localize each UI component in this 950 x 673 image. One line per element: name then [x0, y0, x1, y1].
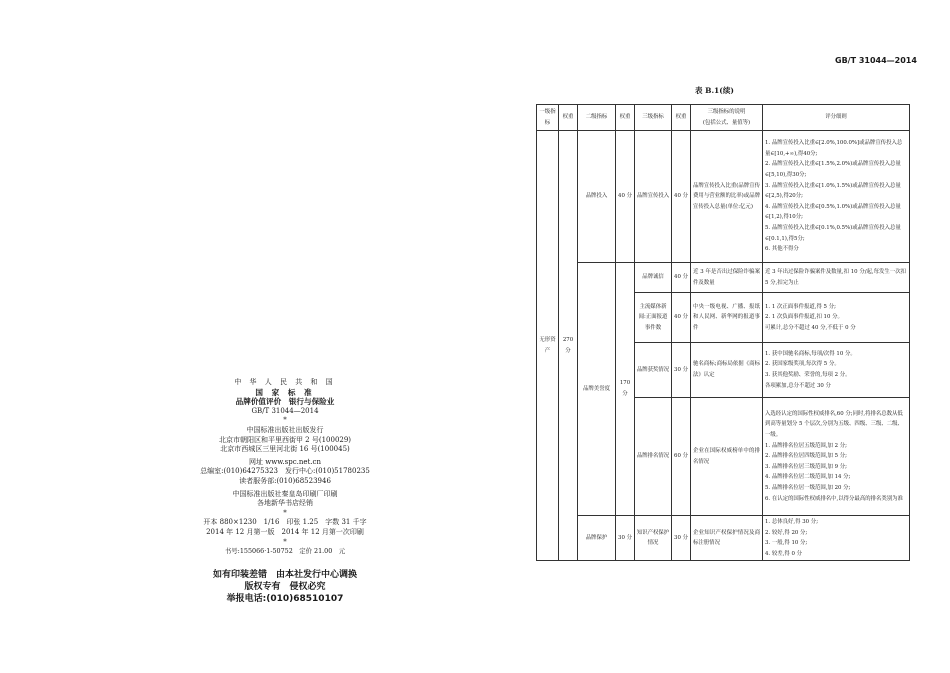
l3-name: 主流媒体新闻:正面报道事件数: [635, 293, 672, 343]
colophon-address-2: 北京市西城区三里河北街 16 号(100045): [220, 445, 350, 454]
colophon-printer: 中国标准出版社秦皇岛印刷厂印刷: [232, 489, 338, 498]
rules-cell: [763, 293, 910, 343]
l3-weight: 30 分: [672, 343, 691, 398]
rule-line: 2. 1 次负面事件报道,扣 10 分。: [765, 314, 843, 321]
l1-weight: 270 分: [559, 131, 578, 561]
table-row: [537, 131, 910, 263]
l3-desc: 驰名商标;商标局依据《商标法》认定: [691, 343, 763, 398]
rule-line: 4. 品牌宣传投入比重∈[0.5%,1.0%)或品牌宣传投入总量∈[1,2),得10分;: [765, 203, 901, 221]
colophon-notice-2: 版权专有 侵权必究: [244, 581, 326, 592]
rule-line: 3. 一般,得 10 分;: [765, 540, 808, 547]
rule-line: 2. 较好,得 20 分;: [765, 529, 808, 536]
table-header-row: [537, 105, 910, 131]
l2-weight-brand-reputation: 170 分: [616, 263, 635, 516]
header-desc-line-1: 三级指标的说明: [707, 108, 746, 115]
table-row: [537, 516, 910, 561]
l3-weight: 40 分: [672, 293, 691, 343]
l3-weight: 40 分: [672, 263, 691, 293]
l3-desc: 品牌宣传投入比重(品牌宣传费用与营业额的比率)或品牌宣传投入总量(单位:亿元): [691, 131, 763, 263]
header-desc-line-2: (包括公式、量值等): [702, 119, 751, 126]
header-desc: [691, 105, 763, 131]
table-title: 表 B.1(续): [695, 86, 734, 95]
colophon-notice-3: 举报电话:(010)68510107: [226, 593, 344, 604]
l3-desc: 中央一级电视、广播、报纸和人民网、新华网的报道事件: [691, 293, 763, 343]
colophon-isbn: 书号:155066·1-50752 定价 21.00 元: [224, 547, 346, 556]
l3-desc: 企业知识产权保护情况及商标注册情况: [691, 516, 763, 561]
l1-name: 无形资产: [537, 131, 559, 561]
table-row: [537, 263, 910, 293]
rule-line: 6. 其他不得分: [765, 246, 799, 253]
rule-line: 4. 较差,得 0 分: [765, 550, 802, 557]
rule-line: 4. 品牌排名位居二级范围,加 14 分;: [765, 474, 851, 481]
colophon-address-1: 北京市朝阳区和平里西街甲 2 号(100029): [218, 435, 352, 444]
rule-line: 5. 品牌宣传投入比重∈[0.1%,0.5%)或品牌宣传投入总量∈[0.1,1),得5分;: [765, 224, 901, 242]
rule-line: 1. 获中国驰名商标,每项/次得 10 分。: [765, 350, 856, 357]
rule-line: 各项累加,总分不超过 30 分: [765, 382, 831, 389]
header-w1: 权重: [559, 105, 578, 131]
l3-name: 品牌获奖情况: [635, 343, 672, 398]
evaluation-table: [536, 104, 910, 561]
rule-line: 3. 品牌宣传投入比重∈[1.0%,1.5%)或品牌宣传投入总量∈[2,5),得20分;: [765, 182, 901, 200]
rule-line: 2. 获国家级奖项,每次得 5 分。: [765, 361, 840, 368]
l2-name-brand-input: 品牌投入: [578, 131, 616, 263]
rule-line: 5. 品牌排名位居一级范围,加 20 分;: [765, 484, 851, 491]
l2-weight-brand-protection: 30 分: [616, 516, 635, 561]
rules-cell: [763, 263, 910, 293]
rule-line: 1. 1 次正面事件报道,得 5 分;: [765, 303, 836, 310]
header-l3: 三级指标: [635, 105, 672, 131]
l3-weight: 60 分: [672, 398, 691, 516]
rules-cell: [763, 516, 910, 561]
rule-line: 1. 总体良好,得 30 分;: [765, 519, 819, 525]
rules-cell: [763, 343, 910, 398]
colophon-reader-service: 读者服务部:(010)68523946: [239, 476, 331, 485]
colophon-edition: 2014 年 12 月第一版 2014 年 12 月第一次印刷: [206, 527, 364, 536]
l3-name: 品牌排名情况: [635, 398, 672, 516]
colophon-star-3: *: [283, 537, 287, 546]
colophon-publisher: 中国标准出版社出版发行: [246, 425, 324, 434]
rules-cell: [763, 398, 910, 516]
header-rules: 评分细则: [763, 105, 910, 131]
l3-name: 品牌诚信: [635, 263, 672, 293]
rule-line: 3. 品牌排名位居三级范围,加 9 分;: [765, 463, 847, 470]
colophon-code: GB/T 31044—2014: [251, 406, 319, 415]
colophon-notice-1: 如有印装差错 由本社发行中心调换: [212, 569, 357, 580]
header-l1: 一级指标: [537, 105, 559, 131]
rule-line: 6. 在认定的国际性权威排名中,以得分最高的排名类别为准: [765, 495, 903, 502]
rule-line: 3. 获其他奖励、荣誉的,每项 2 分。: [765, 372, 851, 378]
header-w2: 权重: [616, 105, 635, 131]
l3-weight: 30 分: [672, 516, 691, 561]
l3-desc: 近 3 年是否出过保险诈骗案件及数量: [691, 263, 763, 293]
colophon-distributor: 各地新华书店经销: [257, 499, 313, 508]
header-l2: 二级指标: [578, 105, 616, 131]
page-header-std-code: GB/T 31044—2014: [835, 56, 917, 65]
colophon-country: 中 华 人 民 共 和 国: [234, 378, 336, 386]
rule-line: 可累计,总分不超过 40 分,不低于 0 分: [765, 324, 856, 331]
colophon-standard-type: 国 家 标 准: [255, 387, 315, 397]
l3-name: 知识产权保护情况: [635, 516, 672, 561]
rule-line: 1. 品牌排名位居五级范围,加 2 分;: [765, 442, 847, 449]
l3-desc: 企业在国际权威榜单中的排名情况: [691, 398, 763, 516]
colophon-phone: 总编室:(010)64275323 发行中心:(010)51780235: [200, 467, 370, 476]
colophon-star-2: *: [283, 508, 287, 517]
rule-line: 1. 品牌宣传投入比重∈[2.0%,100.0%]或品牌宣传投入总量∈[10,+∞),得40分;: [765, 140, 903, 157]
l3-name: 品牌宣传投入: [635, 131, 672, 263]
rule-line: 2. 品牌排名位居四级范围,加 5 分;: [765, 453, 847, 460]
colophon: [150, 378, 420, 605]
l2-name-brand-reputation: 品牌美誉度: [578, 263, 616, 516]
header-w3: 权重: [672, 105, 691, 131]
colophon-website: 网址 www.spc.net.cn: [249, 457, 321, 466]
l3-weight: 40 分: [672, 131, 691, 263]
colophon-star-1: *: [283, 416, 287, 425]
rule-line: 近 3 年出过保险诈骗案件及数量,扣 10 分/起,每发生一次扣 5 分,扣完为止: [765, 268, 906, 286]
colophon-format: 开本 880×1230 1/16 印张 1.25 字数 31 千字: [203, 518, 367, 527]
l2-weight-brand-input: 40 分: [616, 131, 635, 263]
rule-line: 2. 品牌宣传投入比重∈[1.5%,2.0%)或品牌宣传投入总量∈[5,10),得30分;: [765, 161, 901, 179]
colophon-title: 品牌价值评价 银行与保险业: [235, 397, 335, 407]
l2-name-brand-protection: 品牌保护: [578, 516, 616, 561]
rule-line: 入选经认定的国际性权威排名,60 分;同时,将排名总数从低到高等量划分 5 个层次,分别为五级、四级、三级、二级、一级。: [765, 410, 903, 439]
rules-cell: [763, 131, 910, 263]
